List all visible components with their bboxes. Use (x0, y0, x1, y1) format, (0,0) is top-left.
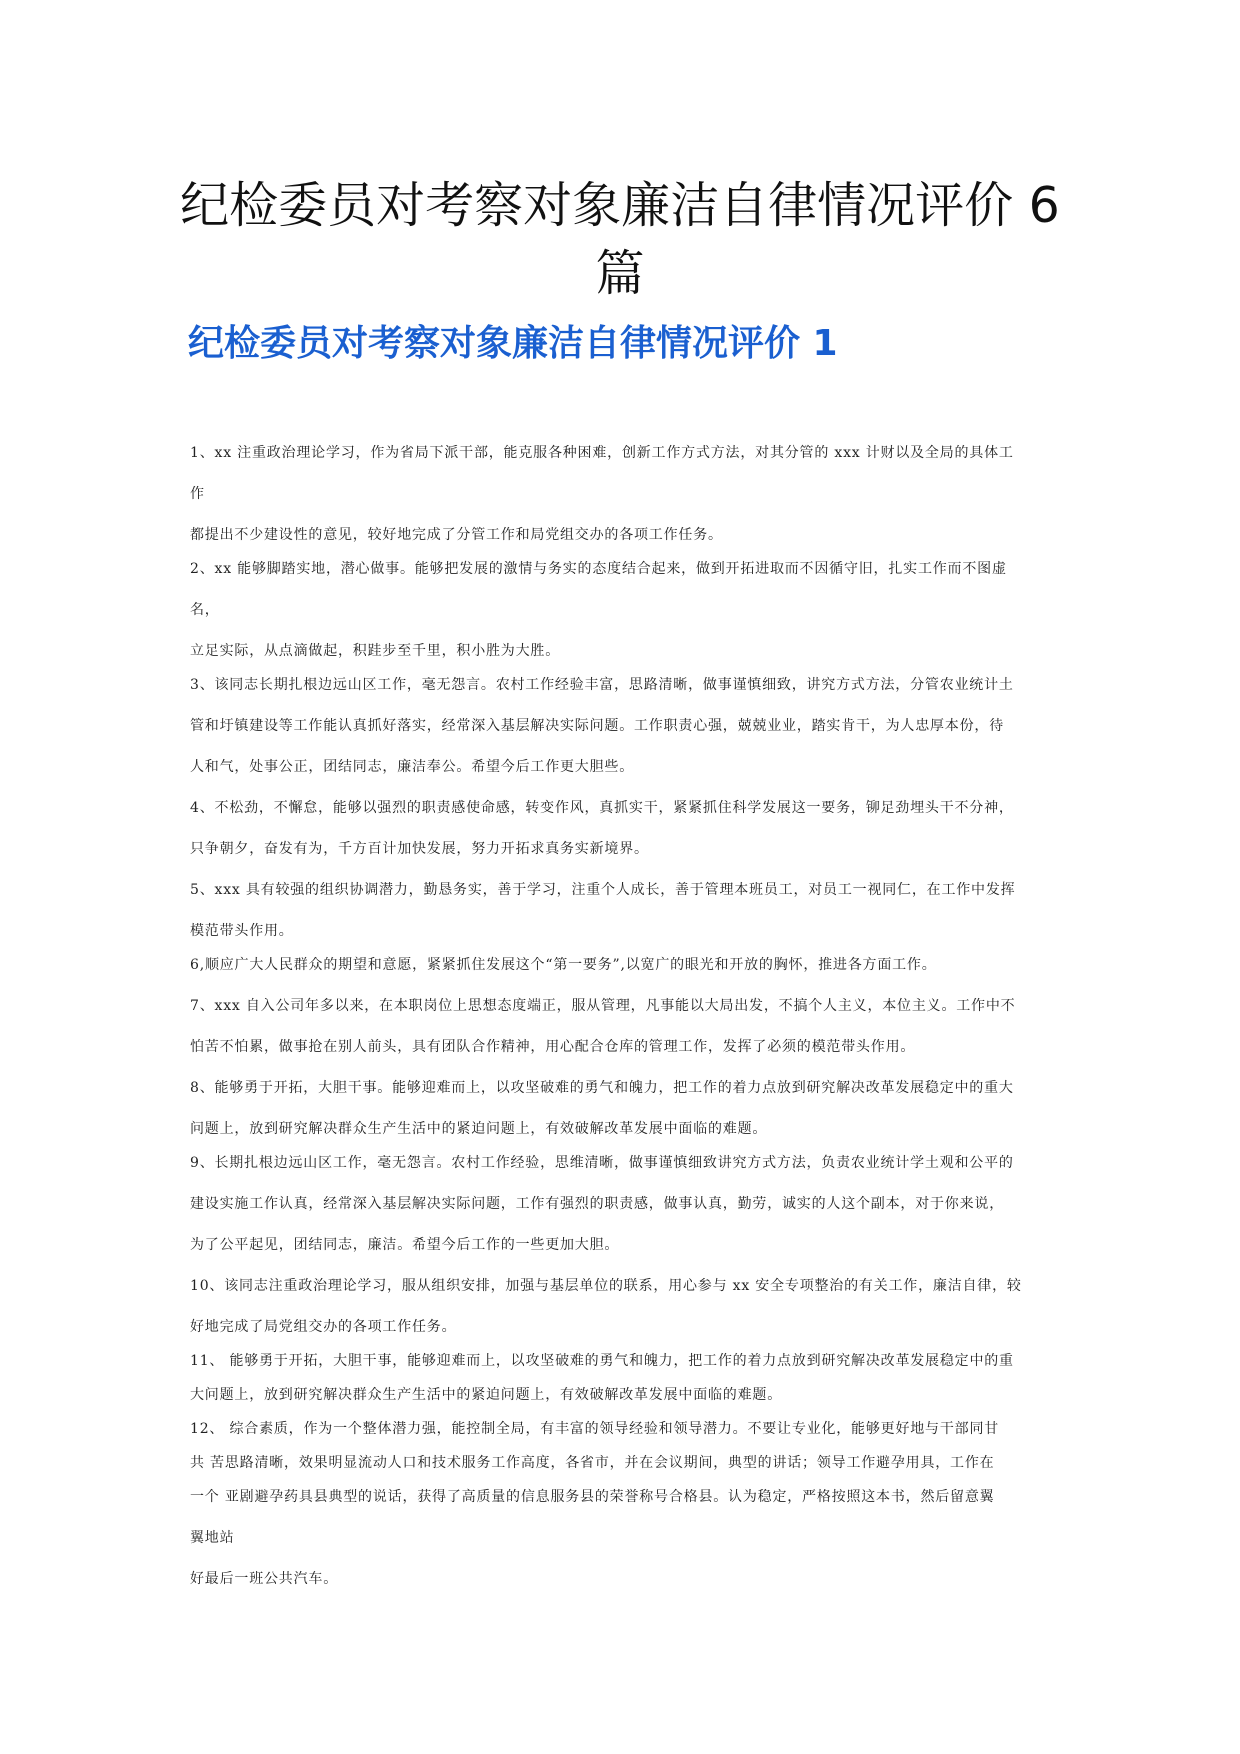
body-line: 10、该同志注重政治理论学习，服从组织安排，加强与基层单位的联系，用心参与 xx 安全专项整治的有关工作，廉洁自律，较 (190, 1278, 1022, 1294)
document-title-line-2: 篇 (595, 245, 645, 302)
body-line: 翼地站 (190, 1530, 235, 1546)
body-line: 共 苦思路清晰，效果明显流动人口和技术服务工作高度，各省市，并在会议期间，典型的讲话；领导工作避孕用具，工作在 (190, 1455, 995, 1471)
body-line: 4、不松劲，不懈怠，能够以强烈的职责感使命感，转变作风，真抓实干，紧紧抓住科学发展这一要务，铆足劲埋头干不分神， (190, 800, 1014, 816)
body-line: 管和圩镇建设等工作能认真抓好落实，经常深入基层解决实际问题。工作职责心强，兢兢业业，踏实肯干，为人忠厚本份，待 (190, 718, 1004, 734)
body-line: 7、xxx 自入公司年多以来，在本职岗位上思想态度端正，服从管理，凡事能以大局出发，不搞个人主义，本位主义。工作中不 (190, 998, 1016, 1014)
body-line: 8、能够勇于开拓，大胆干事。能够迎难而上，以攻坚破难的勇气和魄力，把工作的着力点放到研究解决改革发展稳定中的重大 (190, 1080, 1014, 1096)
body-line: 9、长期扎根边远山区工作，毫无怨言。农村工作经验，思维清晰，做事谨慎细致讲究方式方法，负责农业统计学土观和公平的 (190, 1155, 1014, 1171)
body-line: 大问题上，放到研究解决群众生产生活中的紧迫问题上，有效破解改革发展中面临的难题。 (190, 1387, 782, 1403)
body-line: 好最后一班公共汽车。 (190, 1571, 338, 1587)
document-title-line-1: 纪检委员对考察对象廉洁自律情况评价 6 (180, 177, 1060, 234)
body-line: 怕苦不怕累，做事抢在别人前头，具有团队合作精神，用心配合仓库的管理工作，发挥了必须的模范带头作用。 (190, 1039, 916, 1055)
body-line: 建设实施工作认真，经常深入基层解决实际问题，工作有强烈的职责感，做事认真，勤劳，诚实的人这个副本，对于你来说， (190, 1196, 1004, 1212)
body-line: 6,顺应广大人民群众的期望和意愿，紧紧抓住发展这个“第一要务”,以宽广的眼光和开放的胸怀，推进各方面工作。 (190, 957, 937, 973)
body-line: 好地完成了局党组交办的各项工作任务。 (190, 1319, 457, 1335)
document-body (190, 436, 1070, 1596)
document-title (180, 172, 1060, 308)
body-line: 作 (190, 486, 205, 502)
body-line: 人和气，处事公正，团结同志，廉洁奉公。希望今后工作更大胆些。 (190, 759, 634, 775)
body-line: 1、xx 注重政治理论学习，作为省局下派干部，能克服各种困难，创新工作方式方法，对其分管的 xxx 计财以及全局的具体工 (190, 445, 1014, 461)
body-line: 11、 能够勇于开拓，大胆干事，能够迎难而上，以攻坚破难的勇气和魄力，把工作的着力点放到研究解决改革发展稳定中的重 (190, 1353, 1014, 1369)
body-line: 模范带头作用。 (190, 923, 294, 939)
body-line: 只争朝夕，奋发有为，千方百计加快发展，努力开拓求真务实新境界。 (190, 841, 649, 857)
body-line: 5、xxx 具有较强的组织协调潜力，勤恳务实，善于学习，注重个人成长，善于管理本班员工，对员工一视同仁，在工作中发挥 (190, 882, 1016, 898)
body-line: 一个 亚剧避孕药具县典型的说话，获得了高质量的信息服务县的荣誉称号合格县。认为稳定，严格按照这本书，然后留意翼 (190, 1489, 995, 1505)
body-line: 3、该同志长期扎根边远山区工作，毫无怨言。农村工作经验丰富，思路清晰，做事谨慎细致，讲究方式方法，分管农业统计土 (190, 677, 1014, 693)
section-heading: 纪检委员对考察对象廉洁自律情况评价 1 (188, 323, 838, 364)
body-line: 都提出不少建设性的意见，较好地完成了分管工作和局党组交办的各项工作任务。 (190, 527, 723, 543)
body-line: 问题上，放到研究解决群众生产生活中的紧迫问题上，有效破解改革发展中面临的难题。 (190, 1121, 768, 1137)
body-line: 立足实际，从点滴做起，积跬步至千里，积小胜为大胜。 (190, 643, 560, 659)
body-line: 名， (190, 602, 220, 618)
body-line: 12、 综合素质，作为一个整体潜力强，能控制全局，有丰富的领导经验和领导潜力。不要让专业化，能够更好地与干部同甘 (190, 1421, 1000, 1437)
body-line: 2、xx 能够脚踏实地，潜心做事。能够把发展的激情与务实的态度结合起来，做到开拓进取而不因循守旧，扎实工作而不图虚 (190, 561, 1007, 577)
body-line: 为了公平起见，团结同志，廉洁。希望今后工作的一些更加大胆。 (190, 1237, 620, 1253)
